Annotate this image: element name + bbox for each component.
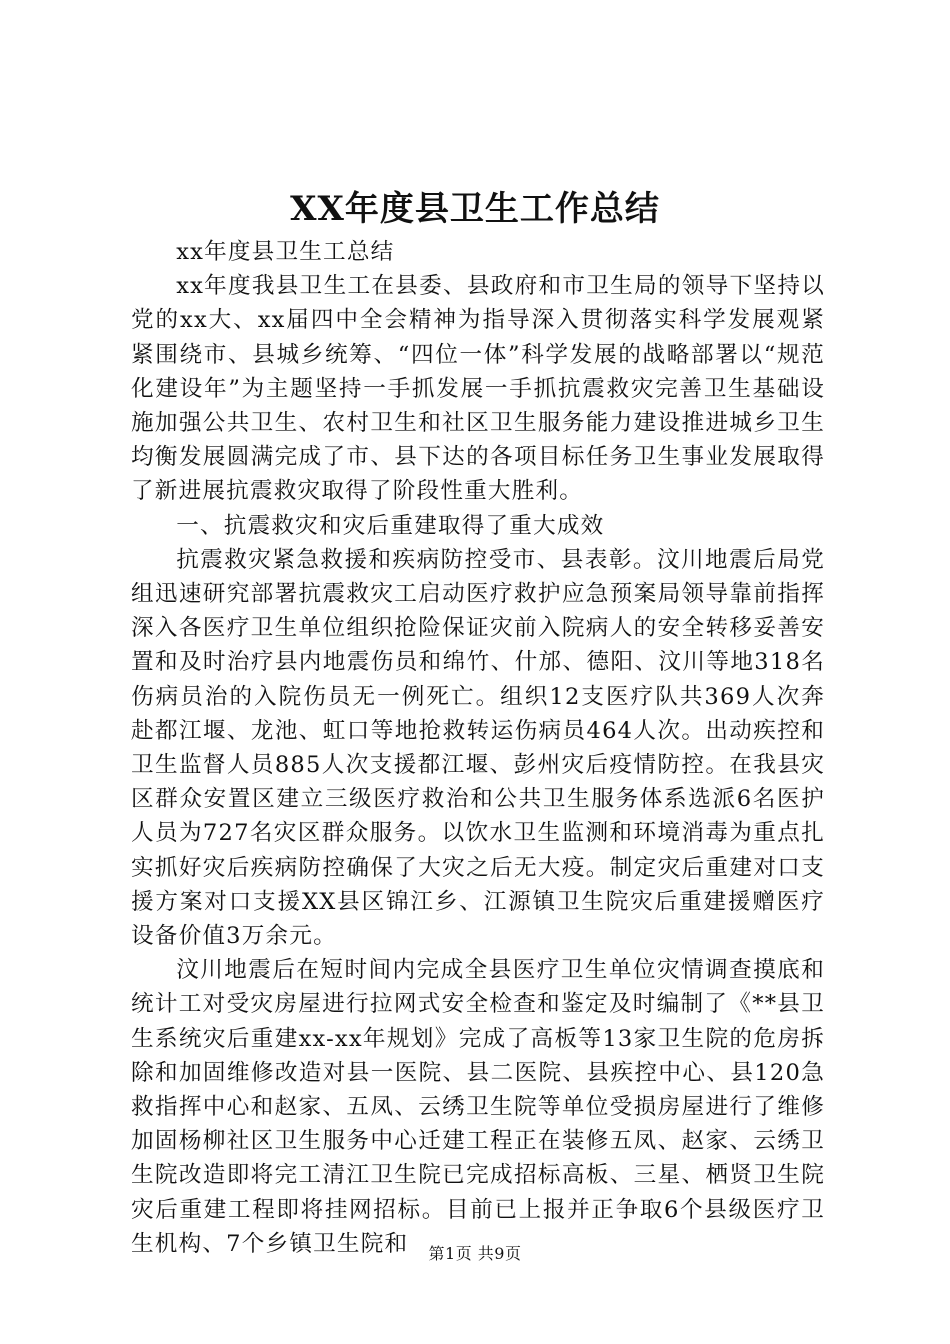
section-heading: 一、抗震救灾和灾后重建取得了重大成效 — [176, 512, 605, 539]
document-title: XX年度县卫生工作总结 — [290, 189, 660, 229]
subtitle-paragraph: xx年度县卫生工总结 — [176, 239, 395, 265]
intro-paragraph: xx年度我县卫生工在县委、县政府和市卫生局的领导下坚持以党的xx大、xx届四中全会精神为指导深入贯彻落实科学发展观紧紧围绕市、县城乡统筹、“四位一体”科学发展的战略部署以“规范化建设年”为主题坚持一手抓发展一手抓抗震救灾完善卫生基础设施加强公共卫生、农村卫生和社区卫生服务能力建设推进城乡卫生均衡发展圆满完成了市、县下达的各项目标任务卫生事业发展取得了新进展抗震救灾取得了阶段性重大胜利。 — [131, 273, 825, 505]
body-paragraph: 抗震救灾紧急救援和疾病防控受市、县表彰。汶川地震后局党组迅速研究部署抗震救灾工启动医疗救护应急预案局领导靠前指挥深入各医疗卫生单位组织抢险保证灾前入院病人的安全转移妥善安置和及时治疗县内地震伤员和绵竹、什邡、德阳、汶川等地318名伤病员治的入院伤员无一例死亡。组织12支医疗队共369人次奔赴都江堰、龙池、虹口等地抢救转运伤病员464人次。出动疾控和卫生监督人员885人次支援都江堰、彭州灾后疫情防控。在我县灾区群众安置区建立三级医疗救治和公共卫生服务体系选派6名医护人员为727名灾区群众服务。以饮水卫生监测和环境消毒为重点扎实抓好灾后疾病防控确保了大灾之后无大疫。制定灾后重建对口支援方案对口支援XX县区锦江乡、江源镇卫生院灾后重建援赠医疗设备价值3万余元。 — [131, 546, 825, 950]
document-body — [131, 235, 825, 1261]
page-footer: 第1页 共9页 — [428, 1244, 522, 1263]
body-paragraph: 汶川地震后在短时间内完成全县医疗卫生单位灾情调查摸底和统计工对受灾房屋进行拉网式安全检查和鉴定及时编制了《**县卫生系统灾后重建xx-xx年规划》完成了高板等13家卫生院的危房拆除和加固维修改造对县一医院、县二医院、县疾控中心、县120急救指挥中心和赵家、五凤、云绣卫生院等单位受损房屋进行了维修加固杨柳社区卫生服务中心迁建工程正在装修五凤、赵家、云绣卫生院改造即将完工清江卫生院已完成招标高板、三星、栖贤卫生院灾后重建工程即将挂网招标。目前已上报并正争取6个县级医疗卫生机构、7个乡镇卫生院和 — [131, 957, 825, 1257]
